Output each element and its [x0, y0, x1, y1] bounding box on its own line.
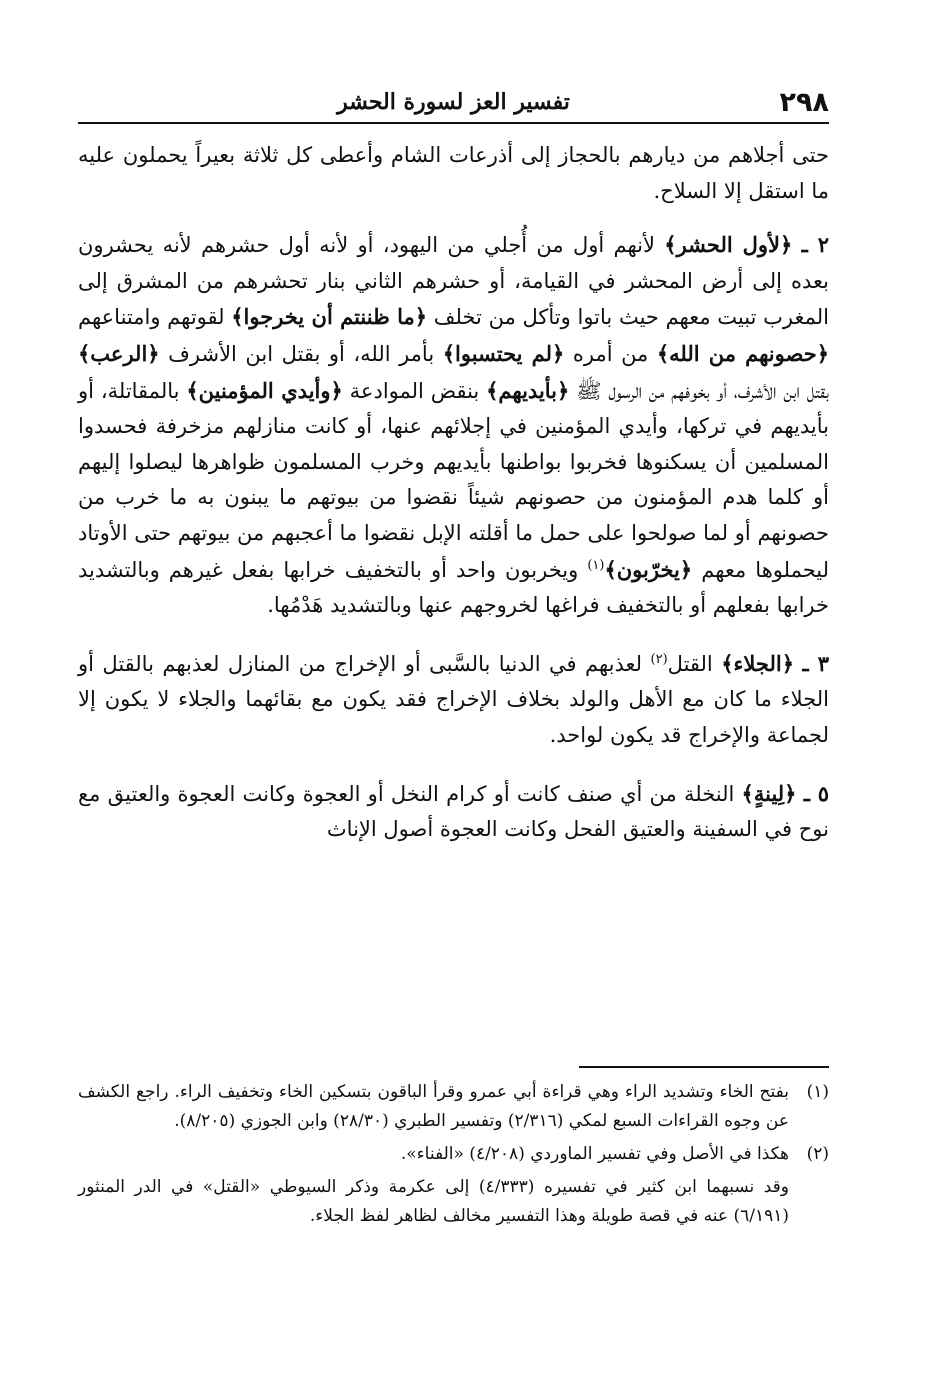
commentary-text: لقوتهم وامتناعهم [78, 305, 232, 330]
commentary-text: القتل [667, 651, 722, 676]
footnotes [78, 1078, 829, 1231]
quran-quote: ﴿يخرّبون﴾ [604, 556, 693, 582]
commentary-text: لأنهم أول من أُجلي من اليهود، أو لأنه أول حشرهم لأنه يحشرون بعده إلى أرض المحشر في القيامة، أو حشرهم الثاني بنار تحشرهم من المشرق إلى المغرب تبيت معهم حيث باتوا وتأكل من تخلف [78, 233, 829, 330]
quran-quote: ﴿ما ظننتم أن يخرجوا﴾ [231, 304, 428, 330]
commentary-text: ويخربون واحد أو بالتخفيف خرابها بفعل غيرهم وبالتشديد خرابها بفعلهم أو بالتخفيف فراغها لخروجهم عنها وبالتشديد هَدْمُها. [78, 557, 829, 618]
page-number: ٢٩٨ [779, 87, 829, 118]
quran-quote: ﴿لأول الحشر﴾ [664, 232, 793, 258]
running-title: تفسير العز لسورة الحشر [337, 89, 570, 115]
quran-quote: ﴿لم يحتسبوا﴾ [442, 340, 565, 366]
verse-number: ٣ ـ [802, 650, 829, 676]
quran-quote: ﴿الرعب﴾ [78, 340, 160, 366]
footnote-text: بفتح الخاء وتشديد الراء وهي قراءة أبي عمرو وقرأ الباقون بتسكين الخاء وتخفيف الراء. راجع الكشف عن وجوه القراءات السبع لمكي (٢/٣١٦) وتفسير الطبري (٢٨/٣٠) وابن الجوزي (٨/٢٠٥). [78, 1082, 789, 1131]
paragraph-3 [78, 646, 829, 754]
footnote-separator [579, 1066, 829, 1068]
commentary-text: بأمر الله، أو بقتل ابن الأشرف [159, 341, 443, 366]
footnote-number: (١) [806, 1082, 829, 1102]
commentary-text: النخلة من أي صنف كانت أو كرام النخل أو العجوة وكانت العجوة والعتيق مع نوح في السفينة والعتيق الفحل وكانت العجوة أصول الإناث [78, 781, 829, 842]
footnote-2-continuation: وقد نسبهما ابن كثير في تفسيره (٤/٣٣٣) إلى عكرمة وذكر السيوطي «القتل» في الدر المنثور (٦/١٩١) عنه في قصة طويلة وهذا التفسير مخالف لظاهر لفظ الجلاء. [78, 1177, 789, 1226]
paragraph-intro: حتى أجلاهم من ديارهم بالحجاز إلى أذرعات الشام وأعطى كل ثلاثة بعيراً يحملون عليه ما استقل إلا السلاح. [78, 143, 829, 203]
quran-quote: ﴿وأيدي المؤمنين﴾ [186, 377, 343, 403]
quran-quote: ﴿بأيديهم﴾ [486, 377, 570, 403]
verse-number: ٥ ـ [803, 780, 829, 806]
footnote-number: (٢) [806, 1144, 829, 1164]
footnote-1 [78, 1078, 829, 1136]
footnote-text: هكذا في الأصل وفي تفسير الماوردي (٤/٢٠٨) «الفناء». [400, 1144, 789, 1164]
page-header [78, 86, 829, 124]
footnote-ref[interactable]: (٢) [650, 651, 668, 667]
paragraph-5 [78, 776, 829, 848]
quran-quote: ﴿حصونهم من الله﴾ [656, 340, 829, 366]
commentary-text: من أمره [564, 341, 657, 366]
commentary-text: بالمقاتلة، أو بأيديهم في تركها، وأيدي المؤمنين في إجلائهم عنها، أو كانت منازلهم مزخرفة فحسدوا المسلمين أن يسكنوها فخربوا بواطنها بأيديهم وخرب المسلمون ظواهرها ليصلوا إليهم أو كلما هدم المؤمنون من حصونهم شيئاً نقضوا من بيوتهم ما يبنون به ما خرب من حصونهم أو لما صولحوا على حمل ما أقلته الإبل نقضوا ما أعجبهم من بيوتهم حتى الأوتاد ليحملوها معهم [78, 378, 829, 582]
paragraph-2 [78, 227, 829, 624]
footnote-ref[interactable]: (١) [587, 557, 605, 573]
commentary-text: لعذبهم في الدنيا بالسَّبى أو الإخراج من المنازل لعذبهم بالقتل أو الجلاء ما كان مع الأهل والولد بخلاف الإخراج فقد يكون مع بقائهما والجلاء لا يكون إلا لجماعة والإخراج قد يكون لواحد. [78, 651, 829, 747]
verse-number: ٢ ـ [801, 232, 829, 258]
commentary-text: بقتل ابن الأشرف، أو بخوفهم من الرسول ﷺ [569, 378, 829, 403]
quran-quote: ﴿لِينةٍ﴾ [741, 780, 797, 806]
footnote-2 [78, 1140, 829, 1169]
quran-quote: ﴿الجلاء﴾ [721, 650, 795, 676]
main-text [78, 138, 829, 870]
commentary-text: بنقض الموادعة [342, 378, 487, 403]
